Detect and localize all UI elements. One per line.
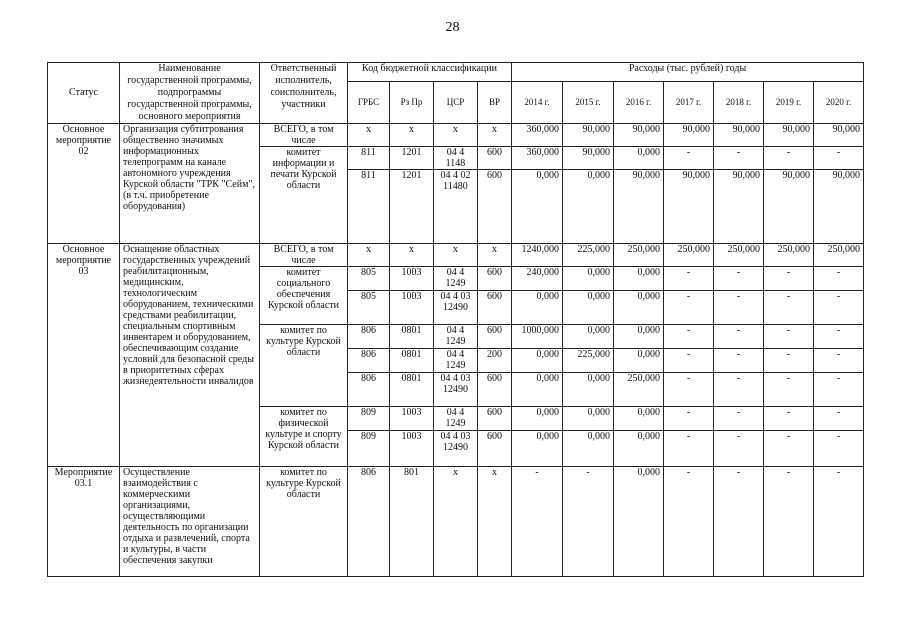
amount-cell: - <box>764 407 814 431</box>
amount-cell: 90,000 <box>714 124 764 147</box>
amount-cell: - <box>814 431 864 467</box>
header-year: 2014 г. <box>512 81 563 123</box>
amount-cell: - <box>764 147 814 170</box>
amount-cell: 0,000 <box>614 407 664 431</box>
vr-cell: 600 <box>478 291 512 325</box>
grbs-cell: 805 <box>348 267 390 291</box>
header-year: 2016 г. <box>614 81 664 123</box>
csr-cell: 04 4 1249 <box>434 267 478 291</box>
amount-cell: 0,000 <box>563 407 614 431</box>
amount-cell: - <box>664 267 714 291</box>
amount-cell: 0,000 <box>563 373 614 407</box>
rzpr-cell: 1003 <box>390 291 434 325</box>
header-responsible: Ответственный исполнитель, соисполнитель, участники <box>260 63 348 124</box>
header-year: 2015 г. <box>563 81 614 123</box>
amount-cell: - <box>814 291 864 325</box>
responsible-cell: комитет по физической культуре и спорту Курской области <box>260 407 348 467</box>
vr-cell: 600 <box>478 325 512 349</box>
amount-cell: 0,000 <box>563 325 614 349</box>
grbs-cell: 811 <box>348 170 390 244</box>
amount-cell: 250,000 <box>614 373 664 407</box>
header-rzpr: Рз Пр <box>390 81 434 123</box>
status-cell: Основное мероприятие 03 <box>48 244 120 467</box>
amount-cell: 0,000 <box>563 431 614 467</box>
grbs-cell: 811 <box>348 147 390 170</box>
header-csr: ЦСР <box>434 81 478 123</box>
amount-cell: - <box>764 325 814 349</box>
amount-cell: 250,000 <box>664 244 714 267</box>
csr-cell: 04 4 1249 <box>434 407 478 431</box>
amount-cell: - <box>814 267 864 291</box>
amount-cell: - <box>664 407 714 431</box>
amount-cell: - <box>714 467 764 577</box>
amount-cell: 90,000 <box>714 170 764 244</box>
amount-cell: 90,000 <box>614 124 664 147</box>
vr-cell: 600 <box>478 170 512 244</box>
header-year: 2018 г. <box>714 81 764 123</box>
description-cell: Организация субтитрования общественно значимых информационных телепрограмм на канале автономного учреждения Курской области "ТРК "Сейм", (в т.ч. приобретение оборудования) <box>120 124 260 244</box>
vr-cell: x <box>478 467 512 577</box>
amount-cell: 225,000 <box>563 349 614 373</box>
rzpr-cell: x <box>390 124 434 147</box>
header-year: 2020 г. <box>814 81 864 123</box>
csr-cell: x <box>434 467 478 577</box>
rzpr-cell: 1003 <box>390 407 434 431</box>
amount-cell: 0,000 <box>512 291 563 325</box>
vr-cell: x <box>478 124 512 147</box>
amount-cell: 0,000 <box>512 349 563 373</box>
amount-cell: - <box>764 373 814 407</box>
amount-cell: 90,000 <box>614 170 664 244</box>
table-row <box>48 467 864 577</box>
amount-cell: 0,000 <box>512 431 563 467</box>
amount-cell: - <box>814 325 864 349</box>
grbs-cell: 806 <box>348 373 390 407</box>
amount-cell: - <box>664 373 714 407</box>
vr-cell: 600 <box>478 267 512 291</box>
grbs-cell: x <box>348 244 390 267</box>
amount-cell: 360,000 <box>512 124 563 147</box>
csr-cell: x <box>434 124 478 147</box>
amount-cell: 90,000 <box>814 170 864 244</box>
amount-cell: - <box>814 373 864 407</box>
amount-cell: 250,000 <box>764 244 814 267</box>
csr-cell: 04 4 03 12490 <box>434 291 478 325</box>
vr-cell: 600 <box>478 147 512 170</box>
amount-cell: - <box>664 467 714 577</box>
status-cell: Основное мероприятие 02 <box>48 124 120 244</box>
amount-cell: - <box>764 267 814 291</box>
header-expenses: Расходы (тыс. рублей) годы <box>512 63 864 82</box>
amount-cell: 0,000 <box>614 147 664 170</box>
responsible-cell: комитет информации и печати Курской области <box>260 147 348 244</box>
vr-cell: 600 <box>478 373 512 407</box>
amount-cell: 0,000 <box>614 431 664 467</box>
description-cell: Осуществление взаимодействия с коммерческими организациями, осуществляющими деятельность по организации отдыха и развлечений, спорта и культуры, в части обеспечения закупки <box>120 467 260 577</box>
amount-cell: 0,000 <box>614 267 664 291</box>
amount-cell: 0,000 <box>512 407 563 431</box>
vr-cell: x <box>478 244 512 267</box>
csr-cell: 04 4 1249 <box>434 325 478 349</box>
amount-cell: - <box>714 267 764 291</box>
rzpr-cell: x <box>390 244 434 267</box>
amount-cell: 90,000 <box>664 170 714 244</box>
amount-cell: 0,000 <box>512 373 563 407</box>
header-year: 2019 г. <box>764 81 814 123</box>
amount-cell: 0,000 <box>512 170 563 244</box>
amount-cell: - <box>664 431 714 467</box>
amount-cell: 0,000 <box>614 467 664 577</box>
amount-cell: - <box>714 349 764 373</box>
amount-cell: 90,000 <box>764 124 814 147</box>
table-row <box>48 124 864 147</box>
amount-cell: 0,000 <box>614 291 664 325</box>
amount-cell: - <box>664 325 714 349</box>
responsible-cell: комитет социального обеспечения Курской области <box>260 267 348 325</box>
vr-cell: 600 <box>478 407 512 431</box>
csr-cell: 04 4 02 11480 <box>434 170 478 244</box>
vr-cell: 200 <box>478 349 512 373</box>
amount-cell: - <box>814 147 864 170</box>
grbs-cell: x <box>348 124 390 147</box>
rzpr-cell: 0801 <box>390 349 434 373</box>
amount-cell: - <box>764 349 814 373</box>
amount-cell: - <box>714 325 764 349</box>
responsible-cell: ВСЕГО, в том числе <box>260 244 348 267</box>
grbs-cell: 805 <box>348 291 390 325</box>
grbs-cell: 809 <box>348 407 390 431</box>
page-number: 28 <box>445 20 460 35</box>
amount-cell: - <box>664 147 714 170</box>
amount-cell: - <box>664 349 714 373</box>
grbs-cell: 809 <box>348 431 390 467</box>
amount-cell: 250,000 <box>714 244 764 267</box>
vr-cell: 600 <box>478 431 512 467</box>
amount-cell: - <box>814 467 864 577</box>
grbs-cell: 806 <box>348 325 390 349</box>
amount-cell: 90,000 <box>664 124 714 147</box>
header-vr: ВР <box>478 81 512 123</box>
amount-cell: 240,000 <box>512 267 563 291</box>
amount-cell: - <box>714 147 764 170</box>
amount-cell: 0,000 <box>614 349 664 373</box>
grbs-cell: 806 <box>348 349 390 373</box>
csr-cell: 04 4 1148 <box>434 147 478 170</box>
csr-cell: x <box>434 244 478 267</box>
amount-cell: 250,000 <box>614 244 664 267</box>
rzpr-cell: 0801 <box>390 373 434 407</box>
amount-cell: - <box>714 431 764 467</box>
header-budget-code: Код бюджетной классификации <box>348 63 512 82</box>
amount-cell: 0,000 <box>563 170 614 244</box>
amount-cell: 90,000 <box>764 170 814 244</box>
amount-cell: 0,000 <box>563 267 614 291</box>
rzpr-cell: 1003 <box>390 267 434 291</box>
amount-cell: - <box>764 291 814 325</box>
table-row <box>48 244 864 267</box>
header-year: 2017 г. <box>664 81 714 123</box>
amount-cell: 0,000 <box>614 325 664 349</box>
amount-cell: - <box>764 467 814 577</box>
header-status: Статус <box>48 63 120 124</box>
amount-cell: 225,000 <box>563 244 614 267</box>
amount-cell: - <box>664 291 714 325</box>
description-cell: Оснащение областных государственных учреждений реабилитационным, медицинским, технологическим оборудованием, техническими средствами реабилитации, специальным спортивным инвентарем и оборудованием, обеспечивающим создание условий для безопасной среды в приоритетных сферах жизнедеятельности инвалидов <box>120 244 260 467</box>
rzpr-cell: 1201 <box>390 170 434 244</box>
budget-table <box>47 62 864 577</box>
amount-cell: - <box>512 467 563 577</box>
amount-cell: - <box>814 349 864 373</box>
amount-cell: - <box>814 407 864 431</box>
amount-cell: 1240,000 <box>512 244 563 267</box>
csr-cell: 04 4 03 12490 <box>434 431 478 467</box>
header-name: Наименование государственной программы, подпрограммы государственной программы, основного мероприятия <box>120 63 260 124</box>
amount-cell: 250,000 <box>814 244 864 267</box>
amount-cell: 90,000 <box>563 124 614 147</box>
rzpr-cell: 1003 <box>390 431 434 467</box>
grbs-cell: 806 <box>348 467 390 577</box>
amount-cell: - <box>714 291 764 325</box>
rzpr-cell: 1201 <box>390 147 434 170</box>
csr-cell: 04 4 03 12490 <box>434 373 478 407</box>
responsible-cell: комитет по культуре Курской области <box>260 325 348 407</box>
amount-cell: 0,000 <box>563 291 614 325</box>
amount-cell: - <box>563 467 614 577</box>
amount-cell: 90,000 <box>563 147 614 170</box>
responsible-cell: комитет по культуре Курской области <box>260 467 348 577</box>
status-cell: Мероприятие 03.1 <box>48 467 120 577</box>
responsible-cell: ВСЕГО, в том числе <box>260 124 348 147</box>
rzpr-cell: 801 <box>390 467 434 577</box>
amount-cell: - <box>764 431 814 467</box>
csr-cell: 04 4 1249 <box>434 349 478 373</box>
amount-cell: - <box>714 407 764 431</box>
amount-cell: 90,000 <box>814 124 864 147</box>
amount-cell: 360,000 <box>512 147 563 170</box>
amount-cell: 1000,000 <box>512 325 563 349</box>
amount-cell: - <box>714 373 764 407</box>
header-grbs: ГРБС <box>348 81 390 123</box>
rzpr-cell: 0801 <box>390 325 434 349</box>
